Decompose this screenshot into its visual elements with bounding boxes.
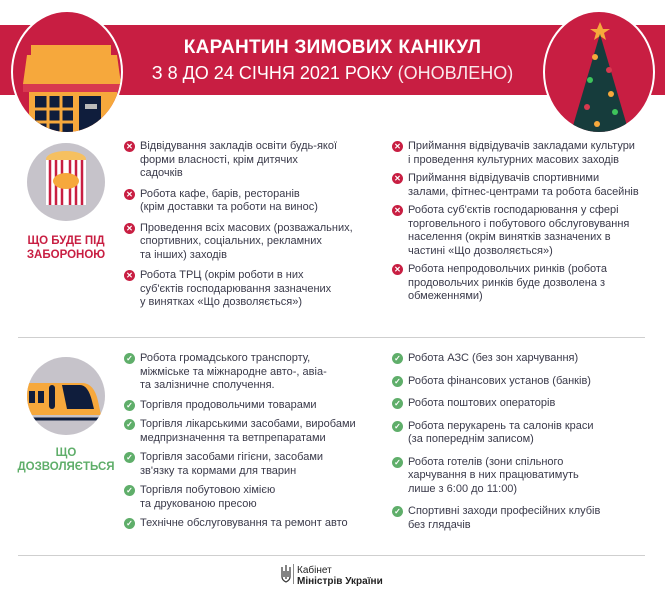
list-item — [394, 455, 660, 497]
item-text: Робота поштових операторів — [408, 397, 556, 409]
footer-separator — [293, 564, 294, 584]
item-text: Робота перукарень та салонів краси (за попереднім записом) — [408, 419, 594, 445]
list-item — [394, 397, 660, 411]
item-text: Робота суб'єктів господарювання у сфері торговельного і побутового обслуговування населення (окрім винятків зазначених в частині «Що дозволяється») — [408, 204, 630, 257]
page-title: КАРАНТИН ЗИМОВИХ КАНІКУЛ — [183, 37, 482, 58]
allowed-section-label: ЩО ДОЗВОЛЯЄТЬСЯ — [17, 447, 115, 473]
item-text: Робота кафе, барів, ресторанів (крім доставки та роботи на винос) — [140, 187, 318, 213]
shop-icon — [11, 10, 123, 134]
list-item — [394, 419, 660, 447]
item-text: Робота ТРЦ (окрім роботи в них суб'єктів господарювання зазначених у винятках «Що дозволяється») — [140, 269, 332, 308]
item-text: Технічне обслуговування та ремонт авто — [140, 517, 348, 529]
check-icon: ✓ — [392, 353, 403, 364]
list-item — [394, 263, 660, 304]
list-item — [126, 398, 385, 413]
check-icon: ✓ — [392, 457, 403, 468]
list-item — [126, 187, 385, 215]
item-text: Робота АЗС (без зон харчування) — [408, 352, 579, 364]
check-icon: ✓ — [392, 421, 403, 432]
footer-line1: Кабінет — [297, 565, 332, 576]
list-item — [394, 352, 660, 366]
item-text: Торгівля побутовою хімією та друкованою пресою — [140, 484, 276, 510]
cross-icon: ✕ — [392, 173, 403, 184]
footer-divider — [18, 555, 645, 556]
footer-line2: Міністрів України — [297, 576, 383, 587]
page-subtitle — [120, 62, 545, 84]
forbidden-list-right — [394, 140, 660, 304]
forbidden-list-left — [126, 140, 385, 310]
list-item — [394, 172, 660, 199]
list-item — [394, 140, 660, 167]
item-text: Робота готелів (зони спільного харчування в них працюватимуть лише з 6:00 до 11:00) — [408, 455, 579, 495]
item-text: Проведення всіх масових (розважальних, спортивних, соціальних, рекламних та інших) заходів — [140, 221, 353, 261]
section-divider — [18, 337, 645, 338]
list-item — [126, 451, 385, 478]
list-item — [394, 374, 660, 389]
item-text: Робота фінансових установ (банків) — [408, 374, 591, 387]
item-text: Спортивні заходи професійних клубів без глядачів — [408, 505, 601, 531]
allowed-list-left — [126, 352, 385, 531]
christmas-tree-icon — [543, 10, 655, 134]
check-icon: ✓ — [124, 452, 135, 463]
train-icon — [27, 357, 105, 435]
item-text: Робота громадського транспорту, міжміське та міжнародне авто-, авіа- та залізничне сполучення. — [140, 352, 327, 391]
list-item — [394, 505, 660, 532]
list-item — [126, 517, 385, 531]
cross-icon: ✕ — [124, 189, 135, 200]
item-text: Приймання відвідувачів закладами культури і проведення культурних масових заходів — [408, 140, 635, 166]
item-text: Приймання відвідувачів спортивними залами, фітнес-центрами та робота басейнів — [408, 172, 639, 198]
list-item — [126, 484, 385, 511]
check-icon: ✓ — [124, 518, 135, 529]
list-item — [126, 418, 385, 445]
cross-icon: ✕ — [392, 205, 403, 216]
popcorn-icon — [27, 143, 105, 221]
list-item — [126, 221, 385, 263]
item-text: Відвідування закладів освіти будь-якої форми власності, крім дитячих садочків — [140, 140, 338, 179]
list-item — [126, 352, 385, 393]
cross-icon: ✕ — [392, 264, 403, 275]
check-icon: ✓ — [392, 506, 403, 517]
item-text: Торгівля лікарськими засобами, виробами медпризначення та ветпрепаратами — [140, 418, 356, 444]
item-text: Торгівля засобами гігієни, засобами зв'язку та кормами для тварин — [140, 451, 324, 477]
check-icon: ✓ — [124, 419, 135, 430]
cross-icon: ✕ — [124, 270, 135, 281]
footer-logo-text — [297, 565, 383, 587]
check-icon: ✓ — [124, 353, 135, 364]
date-range: З 8 ДО 24 СІЧНЯ 2021 РОКУ — [151, 63, 393, 83]
check-icon: ✓ — [124, 485, 135, 496]
check-icon: ✓ — [392, 376, 403, 387]
forbidden-section-label: ЩО БУДЕ ПІД ЗАБОРОНОЮ — [26, 235, 106, 261]
cross-icon: ✕ — [392, 141, 403, 152]
trident-icon — [281, 565, 291, 583]
item-text: Робота непродовольчих ринків (робота продовольчих ринків буде дозволена з обмеженнями) — [408, 263, 607, 302]
list-item — [394, 204, 660, 258]
check-icon: ✓ — [392, 398, 403, 409]
list-item — [126, 269, 385, 310]
item-text: Торгівля продовольчими товарами — [140, 398, 317, 411]
updated-note: (ОНОВЛЕНО) — [397, 63, 514, 83]
check-icon: ✓ — [124, 400, 135, 411]
allowed-list-right — [394, 352, 660, 532]
cross-icon: ✕ — [124, 141, 135, 152]
list-item — [126, 140, 385, 181]
cross-icon: ✕ — [124, 223, 135, 234]
